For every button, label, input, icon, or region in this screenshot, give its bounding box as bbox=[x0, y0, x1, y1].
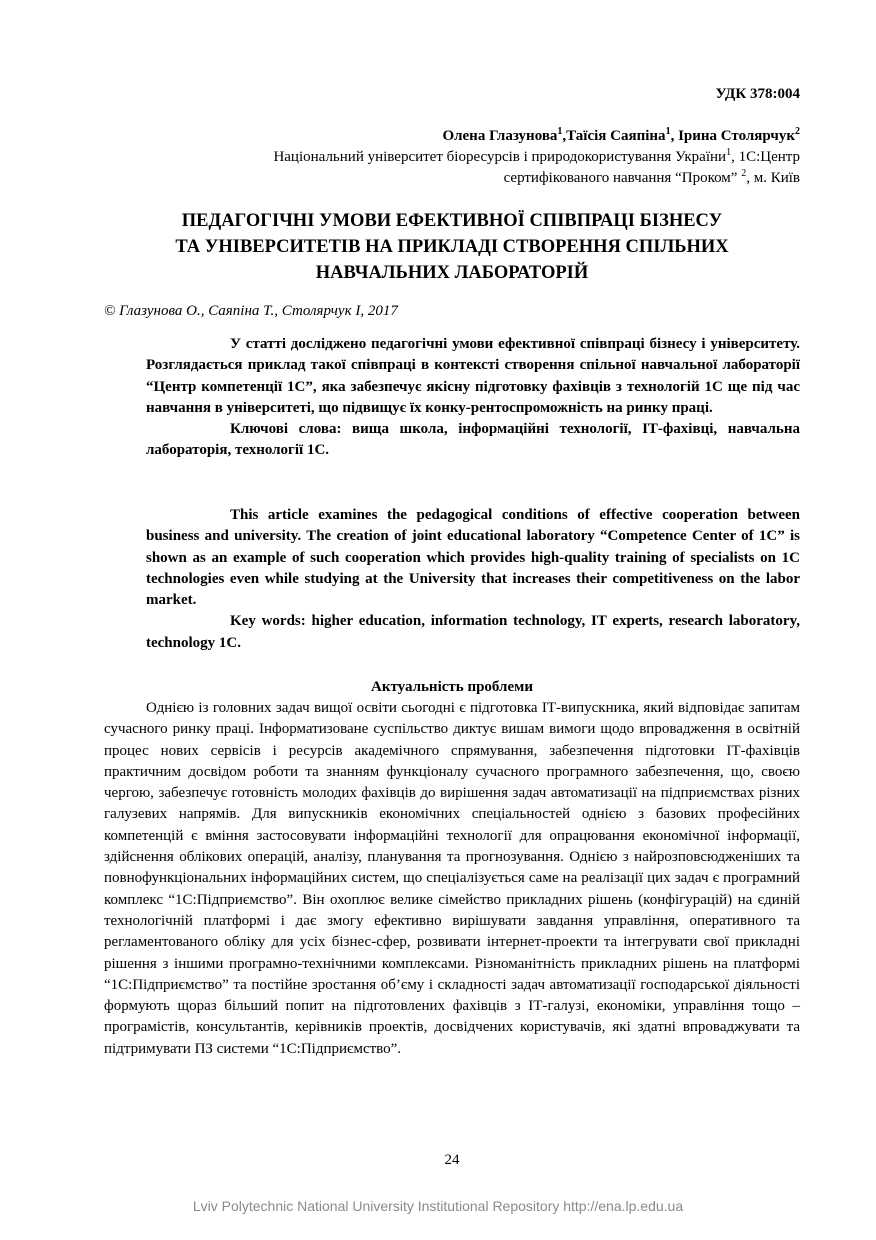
repository-footer: Lviv Polytechnic National University Institutional Repository http://ena.lp.edu.ua bbox=[192, 1198, 684, 1214]
affiliation-part: , м. Київ bbox=[746, 170, 800, 186]
section-heading: Актуальність проблеми bbox=[371, 679, 533, 695]
title-line: ПЕДАГОГІЧНІ УМОВИ ЕФЕКТИВНОЇ СПІВПРАЦІ БІЗНЕСУ bbox=[181, 211, 723, 231]
keywords: Key words: higher education, information technology, IT experts, research laboratory, technology 1C. bbox=[146, 613, 800, 651]
author-affil-mark: 1 bbox=[665, 126, 671, 137]
affiliation-part: Національний університет біоресурсів і природокористування України bbox=[273, 149, 727, 165]
author-affil-mark: 1 bbox=[557, 126, 563, 137]
page-number: 24 bbox=[444, 1152, 460, 1168]
title-line: НАВЧАЛЬНИХ ЛАБОРАТОРІЙ bbox=[315, 263, 589, 283]
affiliation-mark: 1 bbox=[726, 147, 732, 158]
affiliation-part: , 1С:Центр bbox=[731, 149, 800, 165]
paper-title bbox=[104, 208, 800, 286]
author-affil-mark: 2 bbox=[795, 126, 800, 137]
abstract-english bbox=[146, 505, 800, 654]
udk-code: УДК 378:004 bbox=[715, 86, 800, 102]
copyright-line: © Глазунова О., Саяпіна Т., Столярчук І, 2017 bbox=[104, 303, 398, 319]
keywords: Ключові слова: вища школа, інформаційні технології, ІТ-фахівці, навчальна лабораторія, технології 1С. bbox=[146, 421, 800, 459]
title-line: ТА УНІВЕРСИТЕТІВ НА ПРИКЛАДІ СТВОРЕННЯ СПІЛЬНИХ bbox=[175, 237, 729, 257]
abstract-ukrainian bbox=[146, 334, 800, 462]
author-name: Ірина Столярчук bbox=[678, 128, 795, 144]
affiliation-mark: 2 bbox=[741, 168, 747, 179]
author-list: Олена Глазунова$^1$,Таїсія Саяпіна$^1$, Ірина Столярчук$^2$ bbox=[442, 126, 800, 144]
abstract-text: У статті досліджено педагогічні умови ефективної співпраці бізнесу і університету. Розглядається приклад такої співпраці в контексті створення спільної навчальної лабораторії “Центр компетенції 1С”, яка забезпечує якісну підготовку фахівців з технологій 1С ще під час навчання в університеті, що підвищує їх конку-рентоспроможність на ринку праці. bbox=[146, 336, 800, 416]
author-name: Таїсія Саяпіна bbox=[566, 128, 666, 144]
abstract-text: This article examines the pedagogical conditions of effective cooperation between business and university. The creation of joint educational laboratory “Competence Center of 1C” is shown as an example of such cooperation which provides high-quality training of specialists on 1C technologies even while studying at the University that increases their competitiveness on the labor market. bbox=[146, 507, 800, 609]
affiliation-part: сертифікованого навчання “Проком” bbox=[503, 170, 742, 186]
affiliation bbox=[104, 147, 800, 189]
author-name: Олена Глазунова bbox=[442, 128, 558, 144]
body-paragraph: Однією із головних задач вищої освіти сьогодні є підготовка ІТ-випускника, який відповідає запитам сучасного ринку праці. Інформатизоване суспільство диктує вишам вимоги щодо впровадження в освітній процес нових сервісів і ресурсів академічного спрямування, забезпечення підготовки ІТ-фахівців практичним досвідом роботи та знанням функціоналу сучасного програмного забезпечення, що, своєю чергою, забезпечує готовність молодих фахівців до вирішення задач автоматизації на підприємствах різних галузевих напрямів. Для випускників економічних спеціальностей однією з базових професійних компетенцій є вміння застосовувати інформаційні технології для опрацювання економічної інформації, здійснення облікових операцій, аналізу, планування та прогнозування. Однією з найрозповсюдженіших та повнофункціональних інформаційних систем, що спеціалізується саме на реалізації цих задач є програмний комплекс “1С:Підприємство”. Він охоплює велике сімейство прикладних рішень (конфігурацій) на єдиній технологічній платформі і дає змогу ефективно вирішувати завдання управління, оперативного та регламентованого обліку для усіх бізнес-сфер, розвивати інтернет-проекти та інтегрувати свої прикладні рішення з іншими програмно-технічними комплексами. Різноманітність прикладних рішень на платформі “1С:Підприємство” та постійне зростання об’єму і складності задач автоматизації господарської діяльності формують щораз більший попит на підготовлених фахівців з ІТ-галузі, економіки, управління тощо – програмістів, консультантів, керівників проектів, досвідчених користувачів, які здатні впроваджувати та підтримувати ПЗ системи “1С:Підприємство”. bbox=[104, 700, 800, 1057]
